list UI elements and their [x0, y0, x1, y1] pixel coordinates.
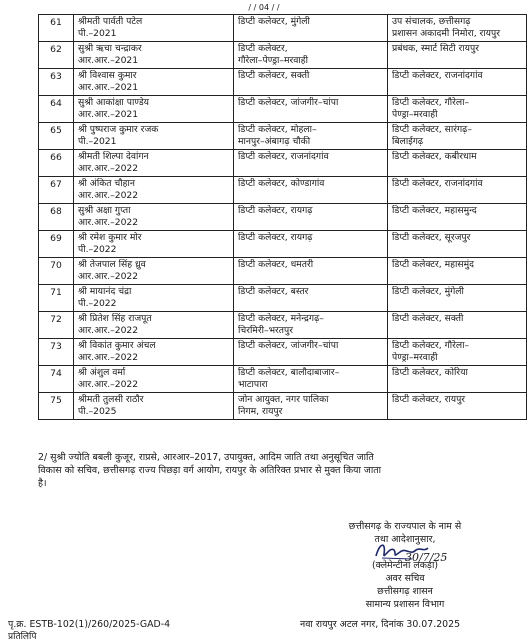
current-posting: प्रबंधक, स्मार्ट सिटी रायपुर — [392, 43, 479, 54]
new-posting-cell — [234, 177, 388, 204]
new-posting-cell — [234, 312, 388, 339]
officer-name-cell — [74, 15, 234, 42]
current-posting-line-2: पेण्ड्रा–मरवाही — [392, 352, 438, 363]
new-posting: डिप्टी कलेक्टर, सक्ती — [238, 70, 310, 81]
new-posting: डिप्टी कलेक्टर, राजनांदगांव — [238, 151, 329, 162]
current-posting: डिप्टी कलेक्टर, सूरजपुर — [392, 232, 471, 243]
new-posting-cell — [234, 150, 388, 177]
serial-number-cell — [39, 96, 74, 123]
officer-batch: आर.आर.–2022 — [78, 325, 139, 336]
officer-batch: आर.आर.–2022 — [78, 163, 139, 174]
officer-batch: पी.–2022 — [78, 298, 117, 309]
officer-name: सुश्री ऋचा चन्द्राकर — [78, 43, 142, 54]
new-posting-cell — [234, 42, 388, 69]
current-posting-cell — [388, 231, 527, 258]
serial-number-cell — [39, 42, 74, 69]
officer-name-cell — [74, 123, 234, 150]
current-posting-cell — [388, 258, 527, 285]
serial-number: 65 — [50, 125, 62, 136]
current-posting-line-2: बिलाईगढ़ — [392, 136, 424, 147]
table-row — [39, 96, 527, 123]
serial-number-cell — [39, 69, 74, 96]
new-posting: जोन आयुक्त, नगर पालिका — [238, 394, 329, 405]
department-name: सामान्य प्रशासन विभाग — [365, 599, 445, 610]
serial-number: 63 — [50, 71, 62, 82]
officer-name: श्री रमेश कुमार मोर — [78, 232, 142, 243]
new-posting-cell — [234, 69, 388, 96]
officer-name-cell — [74, 393, 234, 420]
table-row — [39, 42, 527, 69]
page-number: / / 04 / / — [248, 3, 280, 12]
serial-number: 74 — [50, 368, 62, 379]
serial-number: 61 — [50, 17, 62, 28]
governor-order-line: छत्तीसगढ़ के राज्यपाल के नाम से — [348, 521, 462, 532]
paragraph-2-line-2: विकास को सचिव, छत्तीसगढ़ राज्य पिछड़ा वर्ग आयोग, रायपुर के अतिरिक्त प्रभार से मुक्त किया जाता — [38, 465, 382, 476]
officer-batch: पी.–2021 — [78, 136, 117, 147]
new-posting: डिप्टी कलेक्टर, मुंगेली — [238, 16, 310, 27]
transfer-table — [38, 14, 527, 420]
paragraph-2-line-3: है। — [38, 478, 47, 489]
current-posting-cell — [388, 15, 527, 42]
transfer-table-body — [39, 15, 527, 420]
table-row — [39, 231, 527, 258]
officer-name-cell — [74, 339, 234, 366]
new-posting-line-2: निगम, रायपुर — [238, 406, 283, 417]
current-posting-cell — [388, 96, 527, 123]
officer-batch: आर.आर.–2021 — [78, 82, 139, 93]
current-posting: उप संचालक, छत्तीसगढ़ — [392, 16, 471, 27]
serial-number-cell — [39, 312, 74, 339]
new-posting-cell — [234, 231, 388, 258]
table-row — [39, 258, 527, 285]
serial-number: 73 — [50, 341, 62, 352]
serial-number-cell — [39, 393, 74, 420]
officer-name-cell — [74, 42, 234, 69]
serial-number-cell — [39, 204, 74, 231]
officer-batch: पी.–2025 — [78, 406, 117, 417]
serial-number: 72 — [50, 314, 62, 325]
current-posting: डिप्टी कलेक्टर, सक्ती — [392, 313, 464, 324]
serial-number-cell — [39, 366, 74, 393]
officer-name-cell — [74, 150, 234, 177]
current-posting: डिप्टी कलेक्टर, सारंगढ़– — [392, 124, 472, 135]
serial-number: 71 — [50, 287, 62, 298]
officer-name: सुश्री अक्षा गुप्ता — [78, 205, 131, 216]
current-posting: डिप्टी कलेक्टर, मुंगेली — [392, 286, 464, 297]
serial-number: 64 — [50, 98, 62, 109]
new-posting: डिप्टी कलेक्टर, जांजगीर–चांपा — [238, 97, 339, 108]
reference-number: पृ.क्र. ESTB-102(1)/260/2025-GAD-4 — [8, 619, 171, 630]
current-posting: डिप्टी कलेक्टर, गौरेला– — [392, 340, 470, 351]
officer-name-cell — [74, 96, 234, 123]
serial-number-cell — [39, 231, 74, 258]
signatory-name: (क्लेमेन्टीना लकड़ा) — [371, 560, 439, 571]
serial-number-cell — [39, 177, 74, 204]
government-name: छत्तीसगढ़ शासन — [377, 586, 433, 597]
new-posting: डिप्टी कलेक्टर, धमतरी — [238, 259, 314, 270]
officer-name-cell — [74, 204, 234, 231]
current-posting-cell — [388, 285, 527, 312]
officer-name-cell — [74, 258, 234, 285]
officer-name: श्री तेजपाल सिंह ध्रुव — [78, 259, 146, 270]
officer-batch: आर.आर.–2022 — [78, 217, 139, 228]
order-line: तथा आदेशानुसार, — [374, 534, 436, 545]
new-posting-cell — [234, 366, 388, 393]
signature-date: 30/7/25 — [405, 551, 448, 564]
officer-batch: आर.आर.–2022 — [78, 190, 139, 201]
serial-number: 69 — [50, 233, 62, 244]
table-row — [39, 393, 527, 420]
table-row — [39, 366, 527, 393]
new-posting: डिप्टी कलेक्टर, कोण्डागांव — [238, 178, 325, 189]
new-posting-cell — [234, 15, 388, 42]
officer-batch: आर.आर.–2021 — [78, 55, 139, 66]
transfer-table-container — [38, 14, 527, 420]
officer-name: श्री प्रितेश सिंह राजपूत — [78, 313, 152, 324]
officer-batch: आर.आर.–2022 — [78, 379, 139, 390]
officer-batch: पी.–2021 — [78, 28, 117, 39]
new-posting-cell — [234, 204, 388, 231]
serial-number-cell — [39, 150, 74, 177]
table-row — [39, 69, 527, 96]
officer-name-cell — [74, 231, 234, 258]
paragraph-2-line-1: 2/ सुश्री ज्योति बबली कुजूर, राप्रसे, आरआर–2017, उपायुक्त, आदिम जाति तथा अनुसूचित जाति — [38, 452, 374, 463]
serial-number-cell — [39, 258, 74, 285]
serial-number-cell — [39, 285, 74, 312]
new-posting: डिप्टी कलेक्टर, जांजगीर–चांपा — [238, 340, 339, 351]
serial-number: 75 — [50, 395, 62, 406]
new-posting-cell — [234, 258, 388, 285]
officer-name: श्री अंकित चौहान — [78, 178, 135, 189]
paragraph-2 — [38, 451, 500, 490]
serial-number: 62 — [50, 44, 62, 55]
new-posting-cell — [234, 339, 388, 366]
current-posting: डिप्टी कलेक्टर, रायपुर — [392, 394, 466, 405]
new-posting: डिप्टी कलेक्टर, रायगढ़ — [238, 205, 313, 216]
current-posting: डिप्टी कलेक्टर, कोरिया — [392, 367, 468, 378]
new-posting: डिप्टी कलेक्टर, — [238, 43, 288, 54]
officer-name: श्री मायानंद चंद्रा — [78, 286, 132, 297]
current-posting: डिप्टी कलेक्टर, राजनांदगांव — [392, 70, 483, 81]
table-row — [39, 123, 527, 150]
serial-number-cell — [39, 15, 74, 42]
serial-number: 70 — [50, 260, 62, 271]
officer-batch: आर.आर.–2022 — [78, 271, 139, 282]
serial-number-cell — [39, 339, 74, 366]
current-posting-cell — [388, 42, 527, 69]
current-posting-cell — [388, 312, 527, 339]
officer-name-cell — [74, 69, 234, 96]
officer-name-cell — [74, 366, 234, 393]
new-posting: डिप्टी कलेक्टर, रायगढ़ — [238, 232, 313, 243]
table-row — [39, 204, 527, 231]
officer-name: श्रीमती पार्वती पटेल — [78, 16, 143, 27]
officer-name-cell — [74, 285, 234, 312]
new-posting: डिप्टी कलेक्टर, बालौदाबाजार– — [238, 367, 340, 378]
current-posting: डिप्टी कलेक्टर, राजनांदगांव — [392, 178, 483, 189]
officer-name: श्री अंशुल वर्मा — [78, 367, 126, 378]
current-posting-cell — [388, 123, 527, 150]
officer-name-cell — [74, 177, 234, 204]
officer-batch: आर.आर.–2021 — [78, 109, 139, 120]
signatory-designation: अवर सचिव — [385, 573, 425, 584]
new-posting-cell — [234, 285, 388, 312]
current-posting: डिप्टी कलेक्टर, गौरेला– — [392, 97, 470, 108]
officer-name-cell — [74, 312, 234, 339]
current-posting: डिप्टी कलेक्टर, महासमुन्द — [392, 205, 477, 216]
current-posting-cell — [388, 69, 527, 96]
new-posting: डिप्टी कलेक्टर, मनेन्द्रगढ़– — [238, 313, 324, 324]
table-row — [39, 15, 527, 42]
place-and-date: नवा रायपुर अटल नगर, दिनांक 30.07.2025 — [300, 619, 461, 630]
officer-name: श्री विश्वास कुमार — [78, 70, 137, 81]
copy-label: प्रतिलिपि — [8, 632, 37, 642]
officer-name: श्रीमती तुलसी राठौर — [78, 394, 144, 405]
table-row — [39, 150, 527, 177]
table-row — [39, 285, 527, 312]
officer-name: सुश्री आकांक्षा पाण्डेय — [78, 97, 149, 108]
new-posting-cell — [234, 393, 388, 420]
new-posting-line-2: चिरमिरी–भरतपुर — [238, 325, 294, 336]
officer-name: श्री पुष्पराज कुमार रजक — [78, 124, 159, 135]
new-posting-cell — [234, 123, 388, 150]
table-row — [39, 339, 527, 366]
current-posting-cell — [388, 393, 527, 420]
serial-number: 66 — [50, 152, 62, 163]
officer-name: श्रीमती शिल्पा देवांगन — [78, 151, 149, 162]
current-posting-line-2: पेण्ड्रा–मरवाही — [392, 109, 438, 120]
officer-batch: आर.आर.–2022 — [78, 352, 139, 363]
current-posting-line-2: प्रशासन अकादमी निमोरा, रायपुर — [392, 28, 500, 39]
officer-batch: पी.–2022 — [78, 244, 117, 255]
current-posting-cell — [388, 339, 527, 366]
new-posting-cell — [234, 96, 388, 123]
new-posting-line-2: मानपुर–अंबागढ़ चौकी — [238, 136, 311, 147]
new-posting: डिप्टी कलेक्टर, बस्तर — [238, 286, 309, 297]
current-posting: डिप्टी कलेक्टर, महासमुंद — [392, 259, 474, 270]
current-posting-cell — [388, 150, 527, 177]
new-posting-line-2: गौरेला–पेण्ड्रा–मरवाही — [238, 55, 308, 66]
new-posting-line-2: भाटापारा — [238, 379, 268, 390]
serial-number: 67 — [50, 179, 62, 190]
table-row — [39, 177, 527, 204]
new-posting: डिप्टी कलेक्टर, मोहला– — [238, 124, 317, 135]
current-posting: डिप्टी कलेक्टर, कबीरधाम — [392, 151, 477, 162]
serial-number-cell — [39, 123, 74, 150]
current-posting-cell — [388, 204, 527, 231]
current-posting-cell — [388, 366, 527, 393]
table-row — [39, 312, 527, 339]
officer-name: श्री विकांत कुमार अंचल — [78, 340, 156, 351]
current-posting-cell — [388, 177, 527, 204]
serial-number: 68 — [50, 206, 62, 217]
